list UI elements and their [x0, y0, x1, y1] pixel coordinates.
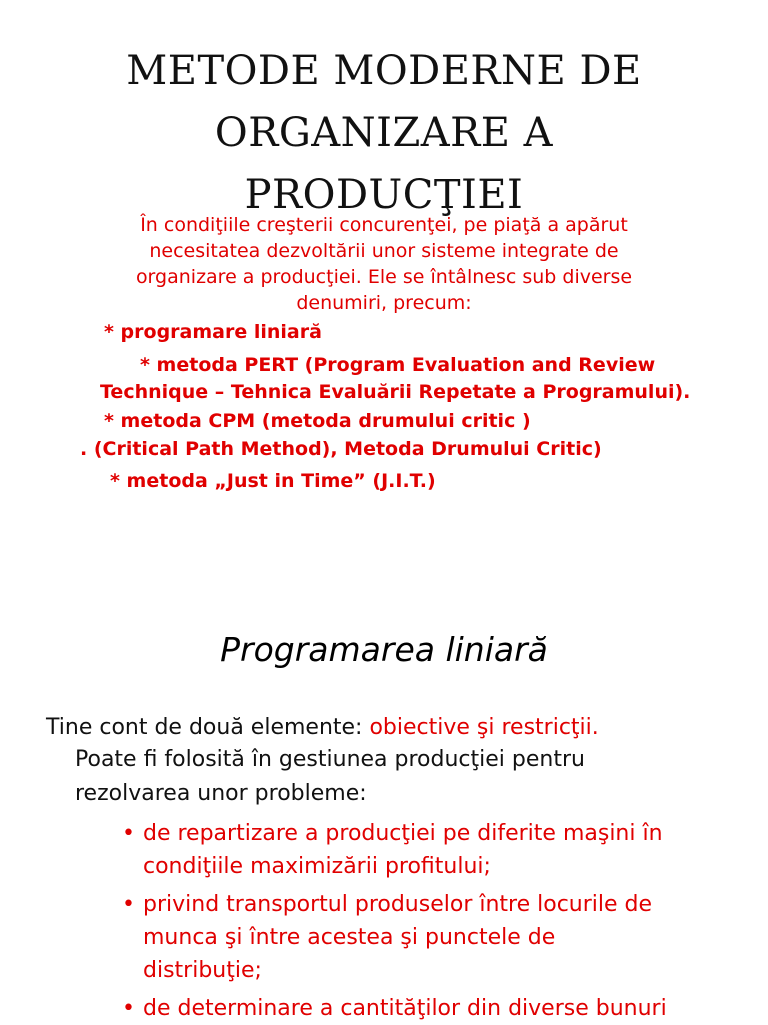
list-item: [122, 888, 742, 987]
method-cpm-continuation: . (Critical Path Method), Metoda Drumului Critic): [80, 438, 602, 460]
title-line: METODE MODERNE DE: [126, 48, 642, 94]
usage-line: Poate fi folosită în gestiunea producţiei pentru: [75, 747, 585, 772]
elements-prefix: Tine cont de două elemente:: [46, 715, 370, 740]
slide-title: Programarea liniară: [220, 630, 548, 669]
elements-line: [46, 712, 599, 744]
title-line: PRODUCŢIEI: [244, 172, 524, 218]
list-item: [122, 992, 742, 1025]
method-cpm: * metoda CPM (metoda drumului critic ): [104, 410, 531, 432]
method-pert: * metoda PERT (Program Evaluation and Review: [140, 354, 656, 376]
bullet-line: condiţiile maximizării profitului;: [143, 854, 491, 879]
bullet-icon: •: [122, 892, 135, 917]
method-jit: * metoda „Just in Time” (J.I.T.): [110, 470, 436, 492]
intro-line: necesitatea dezvoltării unor sisteme integrate de: [149, 240, 619, 262]
bullet-line: munca şi între acestea şi punctele de: [143, 925, 556, 950]
bullet-line: privind transportul produselor între locurile de: [143, 892, 653, 917]
method-pert-continuation: Technique – Tehnica Evaluării Repetate a Programului).: [100, 381, 691, 403]
slide-title: [0, 40, 768, 226]
list-item: [122, 817, 742, 883]
bullet-line: de determinare a cantităţilor din diverse bunuri: [143, 996, 667, 1021]
method-linear-programming: * programare liniară: [104, 321, 322, 343]
usage-line-2: rezolvarea unor probleme:: [75, 781, 367, 806]
bullet-icon: •: [122, 821, 135, 846]
bullet-line: distribuţie;: [143, 958, 262, 983]
title-line: ORGANIZARE A: [214, 110, 554, 156]
slide-linear-programming: [0, 600, 768, 1024]
bullet-line: de repartizare a producţiei pe diferite maşini în: [143, 821, 663, 846]
intro-line: denumiri, precum:: [296, 292, 472, 314]
bullet-icon: •: [122, 996, 135, 1021]
intro-line: organizare a producţiei. Ele se întâlnesc sub diverse: [135, 266, 633, 288]
elements-highlight: obiective şi restricţii.: [369, 715, 599, 740]
intro-paragraph: [0, 212, 768, 316]
intro-line: În condiţiile creşterii concurenţei, pe piaţă a apărut: [140, 214, 628, 236]
